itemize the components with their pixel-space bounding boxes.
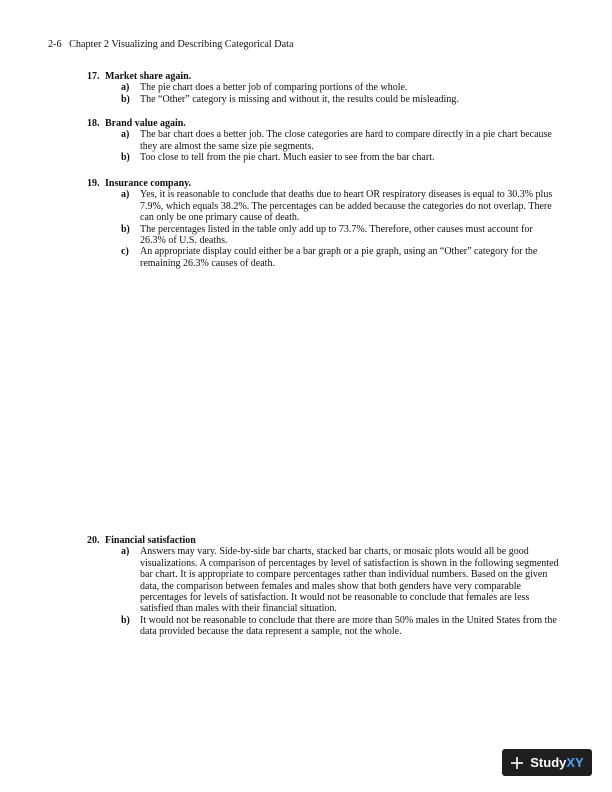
- answer-letter: a): [121, 546, 130, 558]
- answer-b: [121, 615, 560, 638]
- answer-letter: c): [121, 246, 129, 258]
- question-19: [48, 178, 560, 269]
- answer-text: The bar chart does a better job. The close categories are hard to compare directly in a pie chart because they are almost the same size pie segments.: [140, 129, 552, 152]
- question-heading: Market share again.: [105, 71, 192, 82]
- question-18: [48, 118, 560, 164]
- answer-letter: b): [121, 614, 130, 626]
- question-title: [87, 535, 560, 546]
- answer-letter: a): [121, 82, 130, 94]
- answer-text: It would not be reasonable to conclude that there are more than 50% males in the United States from the data provided because the data represent a sample, not the whole.: [140, 614, 557, 638]
- answer-c: [121, 246, 560, 269]
- question-heading: Insurance company.: [105, 178, 192, 189]
- answer-text: The percentages listed in the table only add up to 73.7%. Therefore, other causes must account for 26.3% of U.S. deaths.: [140, 223, 533, 247]
- answer-letter: b): [121, 152, 130, 164]
- question-number: 17.: [87, 71, 100, 82]
- plus-icon: [510, 756, 524, 770]
- chapter-title: Chapter 2 Visualizing and Describing Categorical Data: [69, 39, 294, 50]
- answer-text: The “Other” category is missing and without it, the results could be misleading.: [140, 93, 459, 105]
- question-title: [87, 178, 560, 189]
- answer-text: The pie chart does a better job of comparing portions of the whole.: [140, 82, 408, 94]
- answer-text: Answers may vary. Side-by-side bar charts, stacked bar charts, or mosaic plots would all be good visualizations. A comparison of percentages by level of satisfaction is shown in the following segmented bar chart. It is appropriate to compare percentages rather than individual numbers. Based on the given data, the comparison between females and males show that both genders have very comparable percentages for levels of satisfaction. It would not be reasonable to conclude that females are less satisfied than males with their financial situation.: [140, 546, 559, 615]
- answer-a: [121, 129, 560, 152]
- badge-word-xy: XY: [566, 755, 584, 770]
- answer-b: [121, 152, 560, 163]
- answer-b: [121, 224, 560, 247]
- question-number: 19.: [87, 178, 100, 189]
- question-number: 18.: [87, 118, 100, 129]
- question-heading: Financial satisfaction: [105, 535, 196, 546]
- question-17: [48, 71, 560, 105]
- page-number: 2-6: [48, 39, 62, 50]
- answer-a: [121, 546, 560, 614]
- answer-letter: a): [121, 129, 130, 141]
- answer-text: Yes, it is reasonable to conclude that deaths due to heart OR respiratory diseases is equal to 30.3% plus 7.9%, which equals 38.2%. The percentages can be added because the categories do not overlap. There can only be one primary cause of death.: [140, 189, 553, 224]
- answer-a: [121, 82, 560, 93]
- badge-word-study: Study: [530, 755, 567, 770]
- answer-text: An appropriate display could either be a bar graph or a pie graph, using an “Other” category for the remaining 26.3% causes of death.: [140, 246, 538, 269]
- question-title: [87, 71, 560, 82]
- answer-letter: b): [121, 223, 130, 235]
- answer-b: [121, 94, 560, 105]
- studyxy-badge[interactable]: [502, 749, 592, 776]
- question-heading: Brand value again.: [105, 118, 186, 129]
- question-title: [87, 118, 560, 129]
- page-header: [48, 39, 294, 51]
- answer-letter: b): [121, 93, 130, 105]
- answer-text: Too close to tell from the pie chart. Much easier to see from the bar chart.: [140, 152, 435, 164]
- answer-a: [121, 189, 560, 223]
- question-number: 20.: [87, 535, 100, 546]
- answer-letter: a): [121, 189, 130, 201]
- question-20: [48, 535, 560, 638]
